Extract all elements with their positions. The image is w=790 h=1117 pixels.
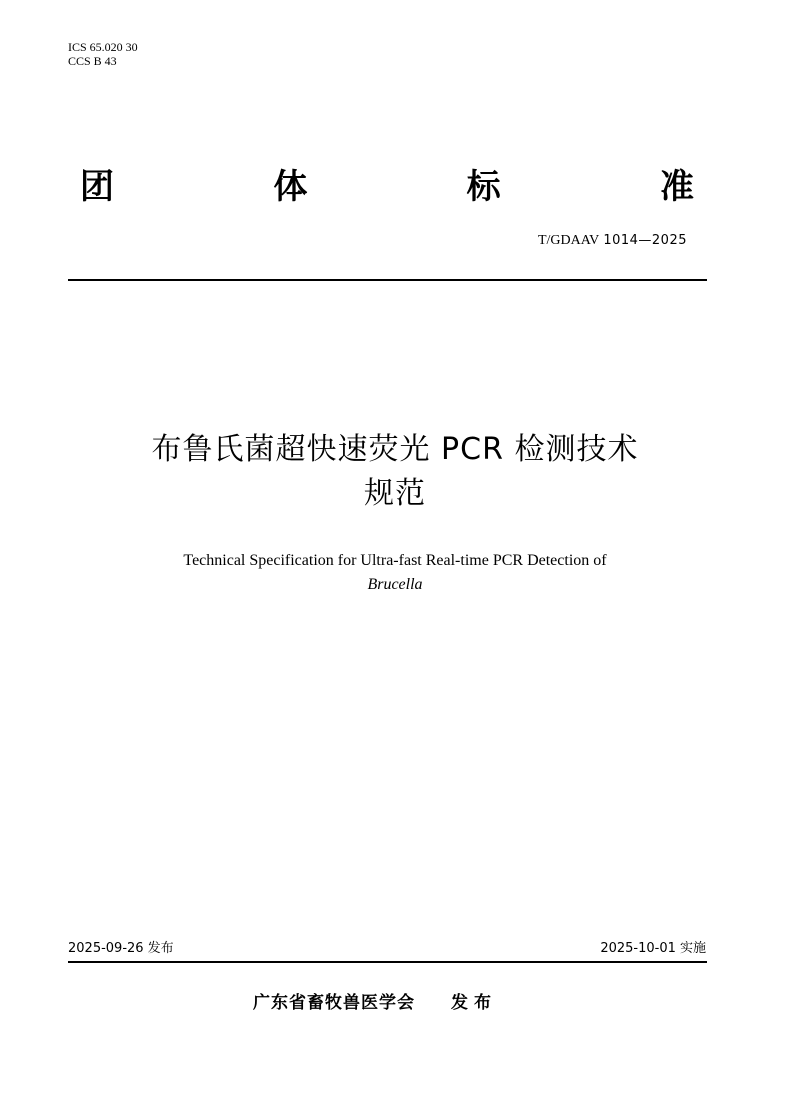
publisher-line: [253, 988, 497, 1013]
chinese-title-line1: 布鲁氏菌超快速荧光 PCR 检测技术: [151, 432, 639, 467]
standard-type-char: 体: [273, 166, 308, 207]
standard-number-prefix: T/GDAAV: [537, 233, 600, 248]
classification-codes: [68, 40, 138, 68]
standard-type-char: 标: [466, 166, 501, 207]
standard-number-value: 1014—2025: [603, 233, 687, 248]
top-divider: [68, 279, 707, 281]
publisher-name: 广东省畜牧兽医学会: [253, 993, 415, 1013]
standard-number: [538, 233, 687, 249]
standard-type-heading: [80, 160, 694, 206]
standard-type-char: 团: [80, 166, 114, 207]
publish-action: 发布: [451, 993, 497, 1013]
english-title: [60, 549, 730, 597]
ics-code: ICS 65.020 30: [68, 40, 138, 54]
chinese-title-line2: 规范: [364, 476, 426, 511]
bottom-divider: [68, 961, 707, 963]
ccs-code: CCS B 43: [68, 54, 117, 68]
issue-date: 2025-09-26 发布: [68, 941, 174, 956]
chinese-title: [60, 428, 730, 516]
english-title-line1: Technical Specification for Ultra-fast Real-time PCR Detection of: [183, 552, 607, 569]
standard-type-char: 准: [659, 166, 694, 207]
implementation-date: 2025-10-01 实施: [600, 941, 706, 956]
english-title-line2: Brucella: [367, 576, 423, 593]
